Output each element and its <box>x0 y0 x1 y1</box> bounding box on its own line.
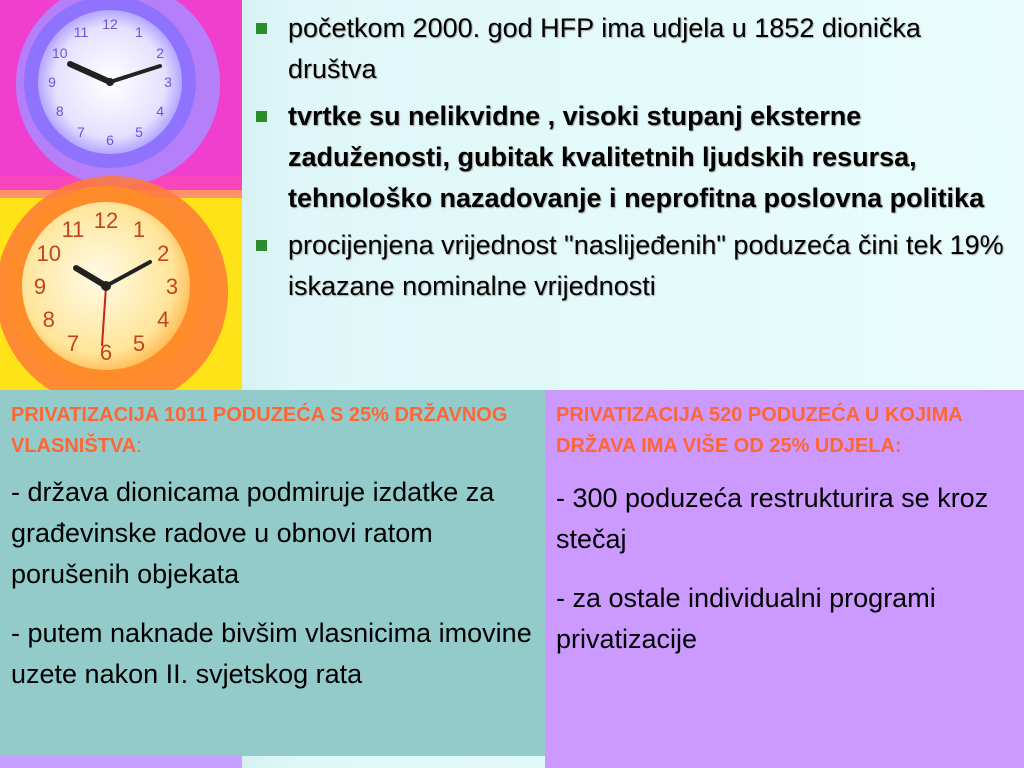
bottom-clock-numeral: 1 <box>132 216 146 242</box>
bullet-text: početkom 2000. god HFP ima udjela u 1852 dionička društva <box>288 13 921 84</box>
top-clock-numeral: 12 <box>102 16 118 32</box>
left-box-item: - država dionicama podmiruje izdatke za građevinske radove u obnovi ratom porušenih objekata <box>11 477 495 589</box>
bullet-item <box>254 225 1014 307</box>
bullet-item <box>254 96 1014 219</box>
left-box-title-colon: : <box>136 435 142 457</box>
top-clock-numeral: 6 <box>106 132 114 148</box>
right-box-title: PRIVATIZACIJA 520 PODUZEĆA U KOJIMA DRŽAVA IMA VIŠE OD 25% UDJELA: <box>556 404 962 457</box>
bullet-item <box>254 8 1014 90</box>
bottom-clock-numeral: 8 <box>42 307 55 332</box>
right-box-item: - za ostale individualni programi privatizacije <box>556 583 936 654</box>
left-box-item: - putem naknade bivšim vlasnicima imovine uzete nakon II. svjetskog rata <box>11 618 532 689</box>
right-info-box <box>545 390 1024 768</box>
top-clock-numeral: 3 <box>164 74 172 90</box>
left-box-title <box>11 400 535 462</box>
bottom-clock <box>0 176 228 408</box>
top-clock-numeral: 2 <box>156 45 165 61</box>
left-box-title-text: PRIVATIZACIJA 1011 PODUZEĆA S 25% DRŽAVNOG VLASNIŠTVA <box>11 404 508 457</box>
bottom-clock-numeral: 7 <box>66 331 80 357</box>
bottom-clock-numeral: 2 <box>157 241 170 266</box>
top-clock-numeral: 11 <box>73 23 89 40</box>
bullet-list <box>254 8 1014 313</box>
square-bullet-icon <box>256 23 267 34</box>
top-clock-numeral: 9 <box>48 74 56 90</box>
square-bullet-icon <box>256 240 267 251</box>
top-clock-numeral: 7 <box>77 124 85 141</box>
bottom-clock-numeral: 4 <box>157 307 170 332</box>
square-bullet-icon <box>256 111 267 122</box>
bottom-clock-numeral: 12 <box>93 208 119 233</box>
top-clock-numeral: 5 <box>135 124 143 141</box>
top-clock-numeral: 4 <box>156 103 165 119</box>
top-clock-numeral: 10 <box>52 45 68 61</box>
bullet-text: tvrtke su nelikvidne , visoki stupanj eksterne zaduženosti, gubitak kvalitetnih ljudskih resursa, tehnološko nazadovanje i neprofitna poslovna politika <box>288 101 985 213</box>
bottom-clock-numeral: 11 <box>61 216 85 242</box>
bottom-clock-numeral: 6 <box>99 340 113 365</box>
bottom-clock-numeral: 5 <box>132 331 146 357</box>
bottom-clock-numeral: 9 <box>33 274 47 299</box>
top-clock-numeral: 1 <box>135 23 143 40</box>
bottom-clock-numeral: 3 <box>165 274 179 299</box>
right-box-item: - 300 poduzeća restrukturira se kroz stečaj <box>556 483 989 554</box>
bullet-text: procijenjena vrijednost "naslijeđenih" poduzeća čini tek 19% iskazane nominalne vrijednosti <box>288 230 1004 301</box>
top-clock-numeral: 8 <box>55 103 64 119</box>
bottom-clock-numeral: 10 <box>36 241 62 266</box>
left-info-box <box>0 390 545 756</box>
